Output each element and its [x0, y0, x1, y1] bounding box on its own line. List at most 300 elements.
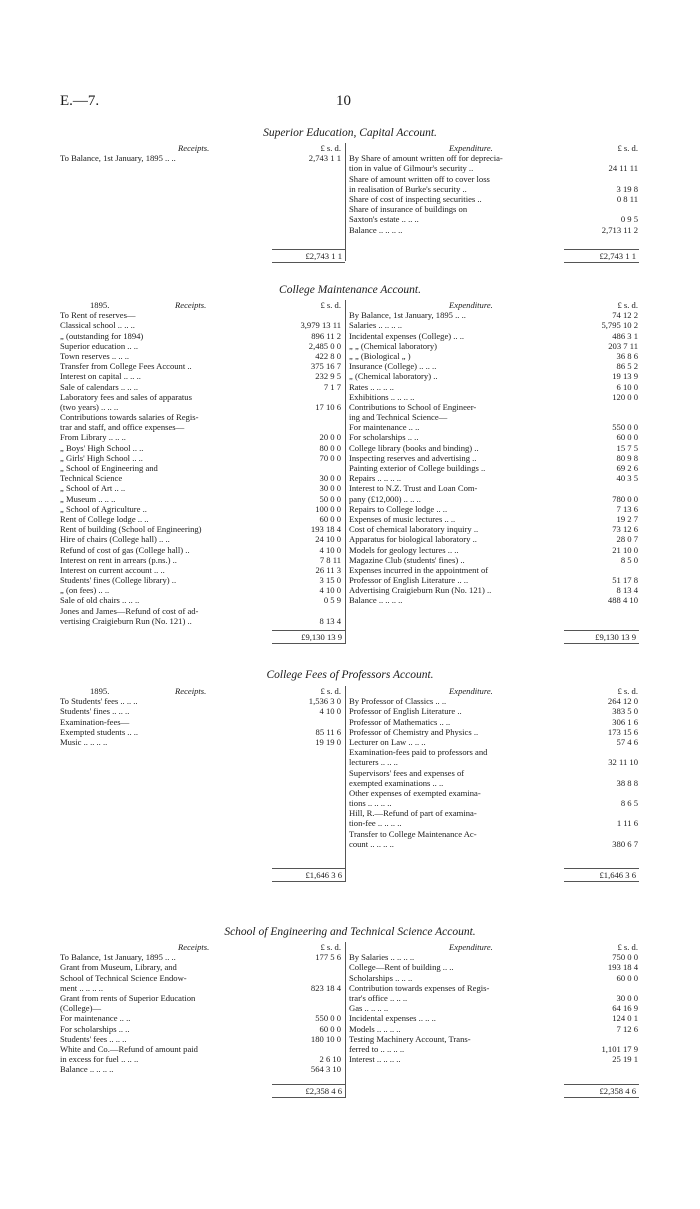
receipt-row — [60, 585, 345, 595]
currency-header: £ s. d. — [617, 300, 638, 310]
expenditure-row — [349, 443, 640, 453]
expenditure-description: ing and Technical Science— — [349, 412, 448, 423]
receipt-description: Balance .. .. .. .. — [60, 1064, 114, 1075]
receipt-row — [60, 534, 345, 544]
expenditure-row — [349, 1003, 640, 1013]
expenditure-description: Lecturer on Law .. .. .. — [349, 736, 426, 747]
expenditure-row — [349, 555, 640, 565]
expenditure-description: ferred to .. .. .. .. — [349, 1043, 405, 1054]
expenditure-column — [349, 300, 640, 606]
receipt-description: Interest on rent in arrears (p.ns.) .. — [60, 554, 177, 565]
receipt-amount: 180 10 0 — [310, 1033, 341, 1044]
receipt-description: To Rent of reserves— — [60, 310, 136, 321]
college-maintenance-account — [60, 300, 640, 644]
receipt-row — [60, 463, 345, 473]
section-title-college-maintenance: College Maintenance Account. — [279, 284, 421, 296]
expenditure-description: Contributions to School of Engineer- — [349, 401, 477, 412]
receipt-row — [60, 514, 345, 524]
receipt-amount: 232 9 5 — [315, 371, 341, 382]
receipt-description: in excess for fuel .. .. .. — [60, 1054, 139, 1065]
expenditure-description: tion-fee .. .. .. .. — [349, 818, 402, 829]
receipt-description: Grant from rents of Superior Education — [60, 992, 196, 1003]
receipt-description: trar and staff, and office expenses— — [60, 422, 185, 433]
receipt-row — [60, 361, 345, 371]
receipts-header — [60, 942, 345, 952]
expenditure-row — [349, 706, 640, 716]
expenditure-description: Painting exterior of College buildings .. — [349, 463, 486, 473]
expenditure-row — [349, 973, 640, 983]
expenditure-amount: 19 13 9 — [612, 371, 638, 382]
expenditure-description: Scholarships .. .. .. — [349, 972, 413, 983]
expenditure-row — [349, 595, 640, 605]
expenditure-amount: 0 9 5 — [620, 214, 638, 225]
expenditure-description: Repairs .. .. .. .. — [349, 473, 402, 484]
expenditure-amount: 86 5 2 — [616, 361, 638, 372]
expenditure-column — [349, 143, 640, 235]
receipt-description: vertising Craigieburn Run (No. 121) .. — [60, 615, 192, 626]
receipts-total: £2,743 1 1 — [272, 249, 345, 263]
receipts-header — [60, 143, 345, 153]
expenditure-amount: 80 9 8 — [616, 452, 638, 463]
expenditure-description: Incidental expenses (College) .. .. — [349, 330, 465, 341]
expenditure-row — [349, 432, 640, 442]
receipts-column — [60, 686, 346, 882]
receipt-amount: 50 0 0 — [319, 493, 341, 504]
expenditure-amount: 124 0 1 — [612, 1013, 638, 1024]
expenditure-label: Expenditure. — [449, 300, 493, 310]
receipt-amount: 422 8 0 — [315, 350, 341, 361]
expenditure-amount: 193 18 4 — [607, 962, 638, 973]
expenditure-row — [349, 962, 640, 972]
currency-header: £ s. d. — [617, 686, 638, 696]
expenditure-row — [349, 341, 640, 351]
receipt-description: Hire of chairs (College hall) .. .. — [60, 534, 170, 545]
expenditure-header — [349, 300, 640, 310]
expenditure-header — [349, 143, 640, 153]
receipt-amount: 823 18 4 — [310, 982, 341, 993]
expenditure-amount: 40 3 5 — [616, 473, 638, 484]
expenditure-label: Expenditure. — [449, 942, 493, 952]
receipt-amount: 0 5 9 — [323, 595, 341, 606]
expenditure-row — [349, 194, 640, 204]
receipt-amount: 3,979 13 11 — [300, 320, 341, 331]
receipts-total: £9,130 13 9 — [272, 630, 345, 644]
currency-header: £ s. d. — [320, 143, 341, 153]
receipt-amount: 100 0 0 — [315, 503, 341, 514]
expenditure-row — [349, 839, 640, 849]
receipt-row — [60, 382, 345, 392]
expenditure-description: Hill, R.—Refund of part of examina- — [349, 808, 477, 819]
expenditure-description: pany (£12,000) .. .. .. — [349, 493, 421, 504]
receipt-row — [60, 1003, 345, 1013]
receipt-description: „ (outstanding for 1894) — [60, 330, 144, 341]
expenditure-row — [349, 174, 640, 184]
expenditure-description: Advertising Craigieburn Run (No. 121) .. — [349, 585, 492, 596]
expenditure-description: Supervisors' fees and expenses of — [349, 767, 465, 778]
expenditure-row — [349, 952, 640, 962]
expenditure-description: Repairs to College lodge .. .. — [349, 503, 448, 514]
expenditure-row — [349, 983, 640, 993]
receipt-description: Interest on capital .. .. .. — [60, 371, 141, 382]
engineering-account — [60, 942, 640, 1098]
expenditure-column — [349, 686, 640, 849]
receipt-description: ment .. .. .. .. — [60, 982, 103, 993]
expenditure-row — [349, 1044, 640, 1054]
expenditure-description: Balance .. .. .. .. — [349, 224, 403, 235]
receipt-description: „ School of Art .. .. — [60, 483, 126, 494]
receipt-description: „ (on fees) .. .. — [60, 585, 110, 596]
receipt-amount: 24 10 0 — [315, 534, 341, 545]
expenditure-description: Saxton's estate .. .. .. — [349, 214, 419, 225]
receipt-description: Sale of calendars .. .. .. — [60, 381, 139, 392]
expenditure-description: Testing Machinery Account, Trans- — [349, 1033, 471, 1044]
expenditure-amount: 21 10 0 — [612, 544, 638, 555]
expenditure-description: Insurance (College) .. .. .. — [349, 361, 437, 372]
expenditure-row — [349, 504, 640, 514]
receipts-column — [60, 300, 346, 644]
receipt-amount: 4 10 0 — [319, 544, 341, 555]
receipt-row — [60, 962, 345, 972]
expenditure-description: Share of amount written off to cover loss — [349, 173, 490, 184]
expenditure-row — [349, 565, 640, 575]
expenditure-row — [349, 361, 640, 371]
receipt-row — [60, 504, 345, 514]
expenditure-amount: 30 0 0 — [616, 992, 638, 1003]
receipt-amount: 4 10 0 — [319, 706, 341, 717]
expenditure-description: Apparatus for biological laboratory .. — [349, 534, 477, 545]
expenditure-amount: 6 10 0 — [616, 381, 638, 392]
expenditure-row — [349, 412, 640, 422]
expenditure-row — [349, 320, 640, 330]
receipt-row — [60, 1013, 345, 1023]
receipt-row — [60, 412, 345, 422]
expenditure-description: Gas .. .. .. .. — [349, 1003, 389, 1014]
expenditure-row — [349, 371, 640, 381]
page-number: 10 — [336, 93, 351, 109]
expenditure-row — [349, 993, 640, 1003]
year-label: 1895. — [90, 300, 110, 310]
expenditure-row — [349, 1034, 640, 1044]
expenditure-row — [349, 829, 640, 839]
expenditure-amount: 1 11 6 — [616, 818, 638, 829]
expenditure-description: Incidental expenses .. .. .. — [349, 1013, 436, 1024]
receipt-amount: 19 19 0 — [315, 736, 341, 747]
receipts-total: £1,646 3 6 — [272, 868, 345, 882]
expenditure-amount: 24 11 11 — [608, 163, 638, 174]
expenditure-row — [349, 392, 640, 402]
expenditure-row — [349, 214, 640, 224]
receipt-description: (College)— — [60, 1003, 102, 1014]
expenditure-amount: 19 2 7 — [616, 513, 638, 524]
expenditure-description: By Professor of Classics .. .. — [349, 696, 447, 707]
receipt-amount: 2,485 0 0 — [308, 340, 341, 351]
expenditure-amount: 32 11 10 — [608, 757, 638, 768]
expenditure-row — [349, 463, 640, 473]
receipt-amount: 7 1 7 — [323, 381, 341, 392]
expenditure-row — [349, 727, 640, 737]
expenditure-description: For scholarships .. .. — [349, 432, 419, 443]
receipt-row — [60, 555, 345, 565]
expenditure-description: By Share of amount written off for deprecia- — [349, 153, 503, 164]
receipt-description: To Balance, 1st January, 1895 .. .. — [60, 153, 176, 164]
receipt-row — [60, 371, 345, 381]
expenditure-description: count .. .. .. .. — [349, 838, 394, 849]
expenditure-description: „ (Chemical laboratory) .. — [349, 371, 438, 382]
receipt-row — [60, 402, 345, 412]
expenditure-row — [349, 788, 640, 798]
expenditure-amount: 488 4 10 — [607, 595, 638, 606]
receipt-amount: 8 13 4 — [319, 615, 341, 626]
expenditure-amount: 36 8 6 — [616, 350, 638, 361]
expenditure-amount: 7 12 6 — [616, 1023, 638, 1034]
expenditure-amount: 64 16 9 — [612, 1003, 638, 1014]
receipt-amount: 30 0 0 — [319, 473, 341, 484]
expenditure-description: lecturers .. .. .. — [349, 757, 398, 768]
expenditure-row — [349, 757, 640, 767]
expenditure-description: Share of insurance of buildings on — [349, 204, 468, 215]
expenditure-description: trar's office .. .. .. — [349, 992, 408, 1003]
receipt-row — [60, 351, 345, 361]
receipt-amount: 193 18 4 — [310, 524, 341, 535]
receipts-column — [60, 143, 346, 261]
expenditure-amount: 69 2 6 — [616, 463, 638, 473]
expenditure-description: Cost of chemical laboratory inquiry .. — [349, 524, 479, 535]
receipt-amount: 26 11 3 — [315, 564, 341, 575]
receipt-amount: 3 15 0 — [319, 575, 341, 586]
expenditure-amount: 120 0 0 — [612, 391, 638, 402]
expenditure-total: £2,743 1 1 — [564, 249, 639, 263]
expenditure-row — [349, 696, 640, 706]
expenditure-row — [349, 524, 640, 534]
expenditure-header — [349, 942, 640, 952]
receipt-description: „ School of Engineering and — [60, 463, 158, 473]
receipts-label: Receipts. — [175, 686, 207, 696]
expenditure-description: Professor of English Literature .. .. — [349, 575, 469, 586]
expenditure-description: exempted examinations .. .. — [349, 777, 444, 788]
receipt-row — [60, 1054, 345, 1064]
expenditure-row — [349, 204, 640, 214]
receipt-description: White and Co.—Refund of amount paid — [60, 1043, 198, 1054]
receipt-row — [60, 153, 345, 163]
expenditure-description: Expenses of music lectures .. .. — [349, 513, 456, 524]
receipt-description: Transfer from College Fees Account .. — [60, 361, 192, 372]
currency-header: £ s. d. — [617, 942, 638, 952]
receipt-amount: 896 11 2 — [311, 330, 341, 341]
currency-header: £ s. d. — [320, 942, 341, 952]
expenditure-row — [349, 225, 640, 235]
expenditure-amount: 8 13 4 — [616, 585, 638, 596]
receipt-row — [60, 717, 345, 727]
receipt-row — [60, 616, 345, 626]
expenditure-description: Transfer to College Maintenance Ac- — [349, 828, 477, 839]
receipt-description: „ Girls' High School .. .. — [60, 452, 143, 463]
receipt-description: Jones and James—Refund of cost of ad- — [60, 605, 199, 616]
expenditure-description: Magazine Club (students' fines) .. — [349, 554, 465, 565]
expenditure-row — [349, 818, 640, 828]
receipt-amount: 85 11 6 — [315, 726, 341, 737]
expenditure-row — [349, 310, 640, 320]
receipts-header — [60, 686, 345, 696]
expenditure-row — [349, 808, 640, 818]
receipt-description: Technical Science — [60, 473, 123, 484]
receipt-amount: 2 6 10 — [319, 1054, 341, 1065]
expenditure-amount: 25 19 1 — [612, 1054, 638, 1065]
year-label: 1895. — [90, 686, 110, 696]
receipt-row — [60, 565, 345, 575]
expenditure-row — [349, 453, 640, 463]
receipt-description: (two years) .. .. .. — [60, 401, 119, 412]
section-title-engineering: School of Engineering and Technical Science Account. — [224, 926, 476, 938]
expenditure-amount: 8 5 0 — [620, 554, 638, 565]
receipt-description: Grant from Museum, Library, and — [60, 962, 177, 973]
receipt-amount: 60 0 0 — [319, 513, 341, 524]
receipt-row — [60, 983, 345, 993]
currency-header: £ s. d. — [617, 143, 638, 153]
receipt-description: From Library .. .. .. — [60, 432, 126, 443]
receipt-description: School of Technical Science Endow- — [60, 972, 187, 983]
expenditure-total: £9,130 13 9 — [564, 630, 639, 644]
expenditure-description: Other expenses of exempted examina- — [349, 787, 481, 798]
receipt-row — [60, 443, 345, 453]
receipt-description: For scholarships .. .. — [60, 1023, 130, 1034]
expenditure-amount: 380 6 7 — [612, 838, 638, 849]
section-title-superior-education: Superior Education, Capital Account. — [263, 127, 437, 139]
receipt-description: Contributions towards salaries of Regis- — [60, 412, 199, 423]
expenditure-amount: 2,713 11 2 — [601, 224, 638, 235]
receipt-row — [60, 1064, 345, 1074]
receipt-row — [60, 595, 345, 605]
receipt-amount: 4 10 0 — [319, 585, 341, 596]
receipt-description: Rent of building (School of Engineering) — [60, 524, 202, 535]
receipt-row — [60, 341, 345, 351]
expenditure-description: Contribution towards expenses of Regis- — [349, 982, 490, 993]
receipt-amount: 2,743 1 1 — [308, 153, 341, 164]
expenditure-row — [349, 331, 640, 341]
expenditure-description: in realisation of Burke's security .. — [349, 183, 467, 194]
receipt-amount: 7 8 11 — [319, 554, 341, 565]
receipt-row — [60, 320, 345, 330]
expenditure-amount: 0 8 11 — [616, 193, 638, 204]
receipt-row — [60, 737, 345, 747]
receipt-description: Examination-fees— — [60, 716, 130, 727]
receipt-description: Refund of cost of gas (College hall) .. — [60, 544, 190, 555]
receipt-row — [60, 706, 345, 716]
receipt-row — [60, 473, 345, 483]
receipt-amount: 177 5 6 — [315, 952, 341, 963]
receipt-amount: 550 0 0 — [315, 1013, 341, 1024]
receipt-amount: 30 0 0 — [319, 483, 341, 494]
expenditure-row — [349, 737, 640, 747]
receipt-row — [60, 1034, 345, 1044]
expenditure-amount: 15 7 5 — [616, 442, 638, 453]
receipt-row — [60, 545, 345, 555]
receipt-row — [60, 727, 345, 737]
expenditure-row — [349, 351, 640, 361]
expenditure-row — [349, 494, 640, 504]
expenditure-description: Professor of English Literature .. — [349, 706, 462, 717]
receipt-amount: 60 0 0 — [319, 1023, 341, 1034]
expenditure-amount: 38 8 8 — [616, 777, 638, 788]
expenditure-row — [349, 747, 640, 757]
receipts-header — [60, 300, 345, 310]
receipt-description: Laboratory fees and sales of apparatus — [60, 391, 192, 402]
expenditure-amount: 60 0 0 — [616, 432, 638, 443]
receipt-description: Rent of College lodge .. .. — [60, 513, 149, 524]
expenditure-description: Share of cost of inspecting securities .. — [349, 193, 482, 204]
expenditure-amount: 203 7 11 — [608, 340, 638, 351]
expenditure-description: For maintenance .. .. — [349, 422, 420, 433]
expenditure-row — [349, 153, 640, 163]
receipts-total: £2,358 4 6 — [272, 1084, 345, 1098]
receipt-amount: 17 10 6 — [315, 401, 341, 412]
expenditure-row — [349, 585, 640, 595]
receipt-row — [60, 973, 345, 983]
receipt-description: Superior education .. .. — [60, 340, 139, 351]
receipt-description: Music .. .. .. .. — [60, 736, 108, 747]
expenditure-row — [349, 422, 640, 432]
expenditure-description: Salaries .. .. .. .. — [349, 320, 402, 331]
expenditure-row — [349, 768, 640, 778]
expenditure-amount: 73 12 6 — [612, 524, 638, 535]
expenditure-row — [349, 1054, 640, 1064]
superior-education-account — [60, 143, 640, 261]
expenditure-total: £1,646 3 6 — [564, 868, 639, 882]
expenditure-description: By Balance, 1st January, 1895 .. .. — [349, 310, 466, 321]
expenditure-amount: 750 0 0 — [612, 952, 638, 963]
receipt-description: Students' fees .. .. .. — [60, 1033, 127, 1044]
expenditure-amount: 28 0 7 — [616, 534, 638, 545]
expenditure-row — [349, 778, 640, 788]
expenditure-row — [349, 1013, 640, 1023]
expenditure-row — [349, 402, 640, 412]
expenditure-description: „ „ (Chemical laboratory) — [349, 340, 438, 351]
expenditure-description: Interest .. .. .. .. — [349, 1054, 401, 1065]
expenditure-amount: 383 5 0 — [612, 706, 638, 717]
receipt-row — [60, 952, 345, 962]
receipt-row — [60, 575, 345, 585]
expenditure-row — [349, 798, 640, 808]
expenditure-amount: 5,795 10 2 — [601, 320, 638, 331]
expenditure-row — [349, 163, 640, 173]
receipt-row — [60, 331, 345, 341]
receipts-label: Receipts. — [175, 300, 207, 310]
expenditure-amount: 780 0 0 — [612, 493, 638, 504]
expenditure-amount: 550 0 0 — [612, 422, 638, 433]
expenditure-amount: 51 17 8 — [612, 575, 638, 586]
expenditure-amount: 7 13 6 — [616, 503, 638, 514]
receipt-description: Sale of old chairs .. .. .. — [60, 595, 140, 606]
expenditure-description: Professor of Chemistry and Physics .. — [349, 726, 479, 737]
expenditure-amount: 74 12 2 — [612, 310, 638, 321]
receipt-description: To Balance, 1st January, 1895 .. .. — [60, 952, 176, 963]
expenditure-row — [349, 534, 640, 544]
expenditure-description: Interest to N.Z. Trust and Loan Com- — [349, 483, 478, 494]
receipt-row — [60, 483, 345, 493]
expenditure-row — [349, 483, 640, 493]
expenditure-amount: 306 1 6 — [612, 716, 638, 727]
receipt-row — [60, 310, 345, 320]
receipt-row — [60, 432, 345, 442]
expenditure-amount: 3 19 8 — [616, 183, 638, 194]
document-code: E.—7. — [60, 93, 100, 109]
expenditure-description: Examination-fees paid to professors and — [349, 747, 488, 758]
expenditure-amount: 57 4 6 — [616, 736, 638, 747]
expenditure-amount: 60 0 0 — [616, 972, 638, 983]
receipt-row — [60, 453, 345, 463]
expenditure-amount: 8 6 5 — [620, 798, 638, 809]
expenditure-row — [349, 184, 640, 194]
expenditure-amount: 486 3 1 — [612, 330, 638, 341]
